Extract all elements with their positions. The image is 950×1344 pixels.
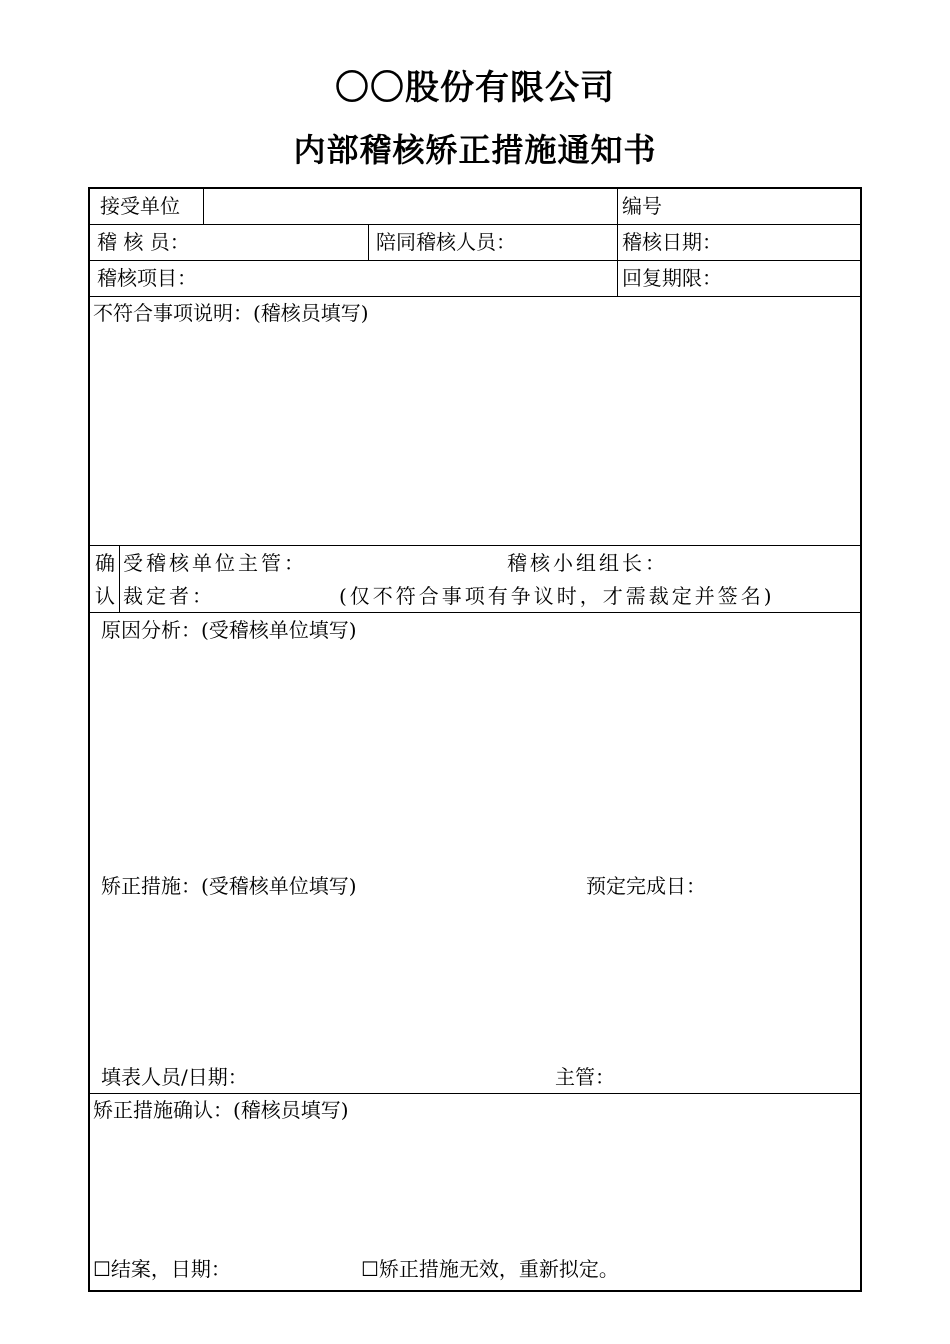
confirm-char-1: 确 — [95, 551, 115, 575]
auditor-label: 稽 核 员： — [97, 230, 190, 254]
audit-item-label: 稽核项目： — [97, 266, 197, 290]
corrective-action-label: 矫正措施：(受稽核单位填写) — [101, 874, 357, 898]
supervisor-label: 主管： — [555, 1065, 615, 1089]
row-divider — [90, 224, 860, 225]
scheduled-date-label: 预定完成日： — [586, 874, 706, 898]
row-divider — [90, 296, 860, 297]
row-divider — [90, 260, 860, 261]
row-divider — [90, 1093, 860, 1094]
accompanying-auditor-label: 陪同稽核人员： — [376, 230, 516, 254]
action-confirm-label: 矫正措施确认：(稽核员填写) — [93, 1098, 349, 1122]
row-divider — [90, 612, 860, 613]
close-case-checkbox[interactable]: ☐结案，日期： — [93, 1257, 231, 1281]
confirm-char-2: 认 — [95, 584, 115, 608]
col-divider — [119, 545, 120, 612]
audit-form — [88, 187, 862, 1292]
team-leader-label: 稽核小组组长： — [507, 551, 668, 575]
arbiter-label: 裁定者： — [123, 584, 215, 608]
audit-date-label: 稽核日期： — [622, 230, 722, 254]
col-divider — [368, 224, 369, 260]
row-divider — [90, 545, 860, 546]
filler-date-label: 填表人员/日期： — [101, 1065, 248, 1089]
col-divider — [617, 189, 618, 296]
serial-no-label: 编号 — [622, 194, 662, 218]
unit-supervisor-label: 受稽核单位主管： — [123, 551, 307, 575]
arbiter-note: (仅不符合事项有争议时，才需裁定并签名) — [339, 584, 775, 608]
cause-analysis-label: 原因分析：(受稽核单位填写) — [101, 618, 357, 642]
receiving-unit-label: 接受单位 — [100, 194, 180, 218]
receiving-unit-field[interactable] — [204, 190, 616, 223]
invalid-redo-checkbox[interactable]: ☐矫正措施无效，重新拟定。 — [361, 1257, 619, 1281]
reply-deadline-label: 回复期限： — [622, 266, 722, 290]
company-name: 〇〇股份有限公司 — [335, 68, 615, 108]
form-title: 内部稽核矫正措施通知书 — [293, 131, 657, 169]
nonconformity-label: 不符合事项说明：(稽核员填写) — [93, 301, 369, 325]
